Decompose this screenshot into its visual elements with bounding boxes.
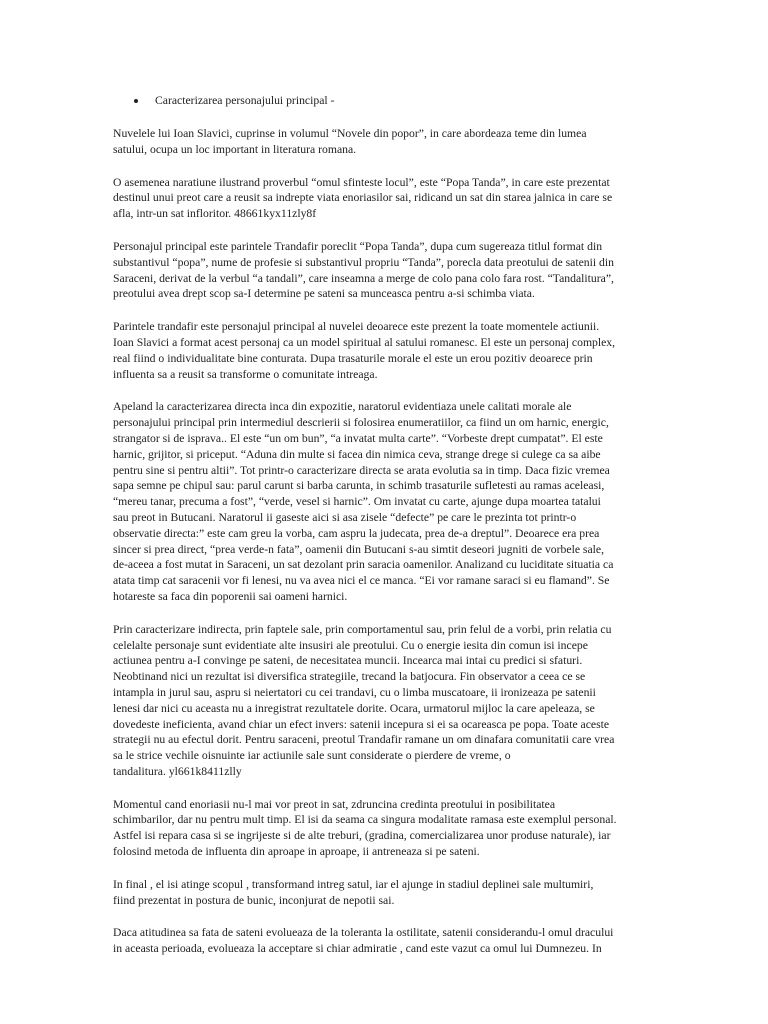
text-line: Apeland la caracterizarea directa inca din expozitie, naratorul evidentiaza unele calitati morale ale: [113, 400, 572, 414]
text-line: “mereu tanar, precuma a fost”, “verde, vesel si harnic”. Om invatat cu carte, ajunge dupa moartea tatalui: [113, 495, 601, 509]
text-line: atata timp cat saracenii vor fi lenesi, nu va avea nici el ce manca. “Ei vor ramane saraci si eu flamand”. Se: [113, 574, 610, 588]
bullet-item: [113, 92, 656, 109]
text-line: sa le strice vechile oisnuinte iar actiunile sale sunt considerate o pierdere de vreme, o: [113, 749, 511, 763]
text-line: folosind metoda de influenta din aproape in aproape, ii antreneaza si pe sateni.: [113, 845, 480, 859]
text-line: Prin caracterizare indirecta, prin faptele sale, prin comportamentul sau, prin felul de a vorbi, prin relatia cu: [113, 622, 612, 636]
text-line: Nuvelele lui Ioan Slavici, cuprinse in volumul “Novele din popor”, in care abordeaza teme din lumea: [113, 127, 587, 140]
text-line: Neobtinand nici un rezultat isi diversifica strategiile, trecand la batjocura. Fin observator a ceea ce se: [113, 670, 586, 684]
text-line: Ioan Slavici a format acest personaj ca un model spiritual al satului romanesc. El este un personaj complex,: [113, 335, 616, 349]
text-line: personajului principal prin intermediul descrierii si folosirea enumeratiilor, ca fiind un om harnic, energic,: [113, 416, 609, 430]
text-line: afla, intr-un sat infloritor. 48661kyx11zly8f: [113, 207, 317, 221]
paragraph: [113, 126, 656, 158]
paragraph: [113, 239, 656, 302]
text-line: Saraceni, derivat de la verbul “a tandali”, care inseamna a merge de colo pana colo fara rost. “Tandalitura”,: [113, 271, 614, 285]
text-line: harnic, grijitor, si priceput. “Aduna din multe si facea din nimica ceva, strange drege si culege ca sa aibe: [113, 447, 601, 461]
paragraph: [113, 925, 656, 957]
text-line: sapa semne pe chipul sau: parul carunt si barba carunta, in schimb trasaturile sufletesti au ramas aceleasi,: [113, 479, 605, 493]
text-line: hotareste sa faca din poporenii sai oameni harnici.: [113, 589, 348, 603]
text-line: real fiind o individualitate bine conturata. Dupa trasaturile morale el este un erou pozitiv deoarece prin: [113, 351, 593, 365]
text-line: fiind prezentat in postura de bunic, inconjurat de nepotii sai.: [113, 893, 395, 907]
text-line: Daca atitudinea sa fata de sateni evolueaza de la toleranta la ostilitate, satenii considerandu-l omul dracului: [113, 926, 614, 940]
paragraph: [113, 877, 656, 909]
text-line: lenesi dar nici cu aceasta nu a inregistrat rezultatele dorite. Ocara, urmatorul mijloc la care apeleaza, se: [113, 701, 595, 715]
paragraph: [113, 399, 656, 604]
bullet-dot-icon: [134, 99, 138, 103]
text-line: Personajul principal este parintele Trandafir poreclit “Popa Tanda”, dupa cum sugereaza titlul format din: [113, 239, 603, 253]
paragraph: [113, 319, 656, 382]
text-line: de-aceea a fost mutat in Saraceni, un sat dezolant prin saracia oamenilor. Analizand cu luciditate situatia ca: [113, 558, 614, 572]
text-line: celelalte personaje sunt evidentiate alte insusiri ale preotului. Cu o energie iesita din comun isi incepe: [113, 638, 588, 652]
text-line: Astfel isi repara casa si se ingrijeste si de alte treburi, (gradina, comercializarea unor produse naturale), iar: [113, 829, 611, 843]
paragraph: [113, 797, 656, 860]
text-line: sincer si prea direct, “prea verde-n fata”, oamenii din Butucani s-au simtit deseori jugniti de vorbele sale,: [113, 542, 605, 556]
text-line: observatie directa:” este cam greu la vorba, cam aspru la judecata, prea de-a dreptul”. Deoarece era prea: [113, 526, 600, 540]
text-line: sau preot in Butucani. Naratorul ii gaseste aici si asa zisele “defecte” pe care le prezinta tot printr-o: [113, 510, 577, 524]
document-page: [113, 92, 656, 974]
text-line: substantivul “popa”, nume de profesie si substantivul propriu “Tanda”, porecla data preotului de satenii din: [113, 255, 614, 269]
text-line: destinul unui preot care a reusit sa indrepte viata enoriasilor sai, ridicand un sat din starea jalnica in care se: [113, 191, 613, 205]
paragraph: [113, 175, 656, 222]
text-line: preotului avea drept scop sa-I determine pe sateni sa munceasca pentru a-si schimba viata.: [113, 287, 535, 301]
text-line: Parintele trandafir este personajul principal al nuvelei deoarece este prezent la toate momentele actiunii.: [113, 320, 600, 334]
text-line: influenta sa a reusit sa transforme o comunitate intreaga.: [113, 367, 378, 381]
text-line: strategii nu au efectul dorit. Pentru saraceni, preotul Trandafir ramane un om dinafara comunitatii care vrea: [113, 733, 615, 747]
text-line: In final , el isi atinge scopul , transformand intreg satul, iar el ajunge in stadiul deplinei sale multumiri,: [113, 877, 594, 891]
text-line: strangator si de isprava.. El este “un om bun”, “a invatat multa carte”. “Vorbeste drept cumpatat”. El este: [113, 431, 603, 445]
text-line: intampla in jurul sau, aspru si neiertatori cu cei trandavi, cu o limba muscatoare, ii ironizeaza pe satenii: [113, 685, 596, 699]
text-line: tandalitura. yl661k8411zlly: [113, 764, 242, 778]
text-line: schimbarilor, dar nu pentru mult timp. El isi da seama ca singura modalitate ramasa este exemplul personal.: [113, 813, 617, 827]
text-line: O asemenea naratiune ilustrand proverbul “omul sfinteste locul”, este “Popa Tanda”, in care este prezentat: [113, 175, 610, 189]
text-line: in aceasta perioada, evolueaza la acceptare si chiar admiratie , cand este vazut ca omul lui Dumnezeu. In: [113, 942, 602, 956]
text-line: Momentul cand enoriasii nu-l mai vor preot in sat, zdruncina credinta preotului in posibilitatea: [113, 797, 556, 811]
paragraph-list: [113, 126, 656, 957]
text-line: actiunea pentru a-I convinge pe sateni, de necesitatea muncii. Incearca mai intai cu predici si sfaturi.: [113, 654, 583, 668]
text-line: satului, ocupa un loc important in literatura romana.: [113, 142, 357, 156]
text-line: pentru sine si pentru altii”. Tot printr-o caracterizare directa se arata evolutia sa in timp. Daca fizic vremea: [113, 463, 610, 477]
bullet-text: Caracterizarea personajului principal -: [155, 94, 335, 107]
paragraph: [113, 622, 656, 780]
text-line: dovedeste ineficienta, avand chiar un efect invers: satenii incepura si ei sa ocareasca pe popa. Toate aceste: [113, 717, 610, 731]
